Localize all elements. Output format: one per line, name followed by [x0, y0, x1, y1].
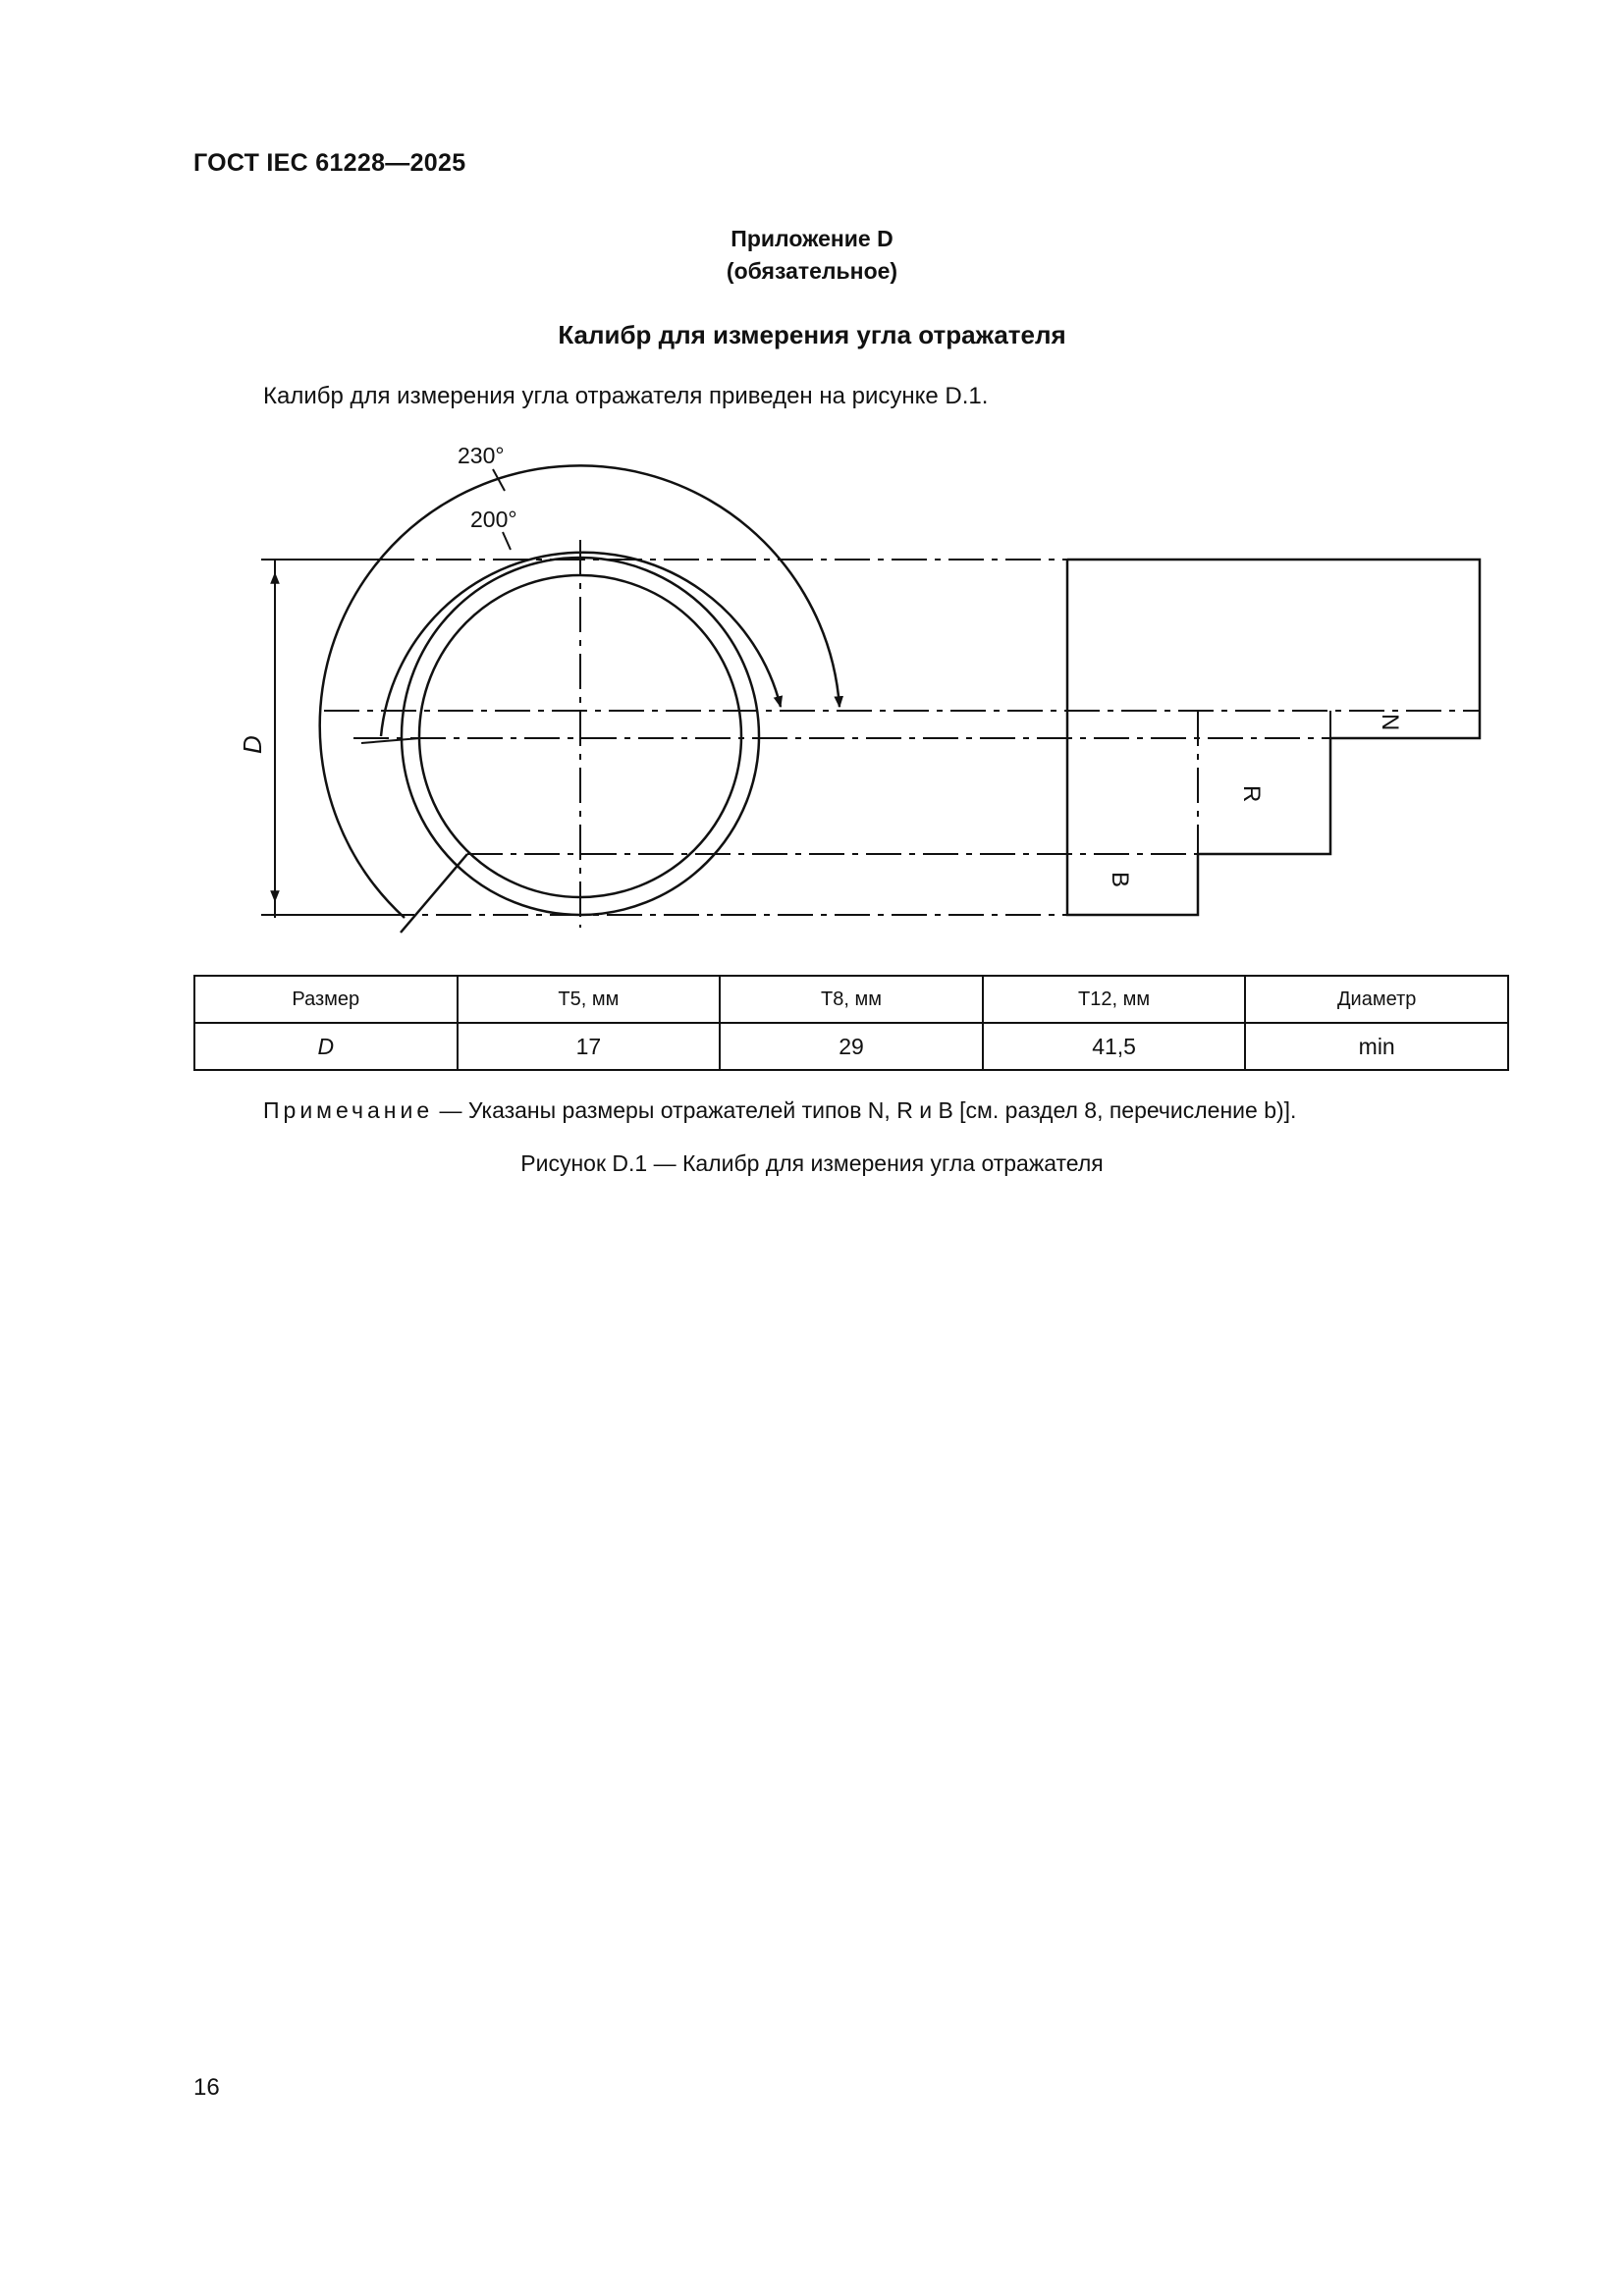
table-cell: 17 [458, 1023, 721, 1070]
leader-200 [503, 532, 511, 550]
intro-paragraph: Калибр для измерения угла отражателя приведен на рисунке D.1. [263, 383, 989, 409]
note-text: — Указаны размеры отражателей типов N, R и B [см. раздел 8, перечисление b)]. [433, 1097, 1297, 1123]
profile-label-r: R [1238, 785, 1265, 803]
header-cell: T8, мм [720, 976, 983, 1023]
page-number: 16 [193, 2074, 220, 2101]
gauge-figure [0, 0, 1624, 982]
figure-caption: Рисунок D.1 — Калибр для измерения угла отражателя [520, 1150, 1104, 1176]
note-label: Примечание [263, 1097, 434, 1123]
table-cell: D [194, 1023, 458, 1070]
profile-label-n: N [1377, 714, 1403, 731]
document-header: ГОСТ IEC 61228—2025 [193, 149, 466, 177]
profile-label-b: B [1107, 872, 1133, 888]
section-title: Калибр для измерения угла отражателя [558, 320, 1066, 349]
header-cell: T12, мм [983, 976, 1246, 1023]
table-cell: min [1245, 1023, 1508, 1070]
header-cell: Диаметр [1245, 976, 1508, 1023]
cut-line [401, 854, 467, 933]
dimensions-table [193, 975, 1509, 1071]
table-header-row [194, 976, 1508, 1023]
angle-230-label: 230° [458, 443, 505, 468]
header-cell: Размер [194, 976, 458, 1023]
table-cell: 29 [720, 1023, 983, 1070]
annex-title: Приложение D [731, 226, 893, 251]
angle-200-label: 200° [470, 507, 517, 532]
annex-status: (обязательное) [726, 258, 898, 284]
note [263, 1097, 1296, 1124]
dimension-d-label: D [238, 735, 267, 754]
table-cell: 41,5 [983, 1023, 1246, 1070]
table-row [194, 1023, 1508, 1070]
header-cell: T5, мм [458, 976, 721, 1023]
